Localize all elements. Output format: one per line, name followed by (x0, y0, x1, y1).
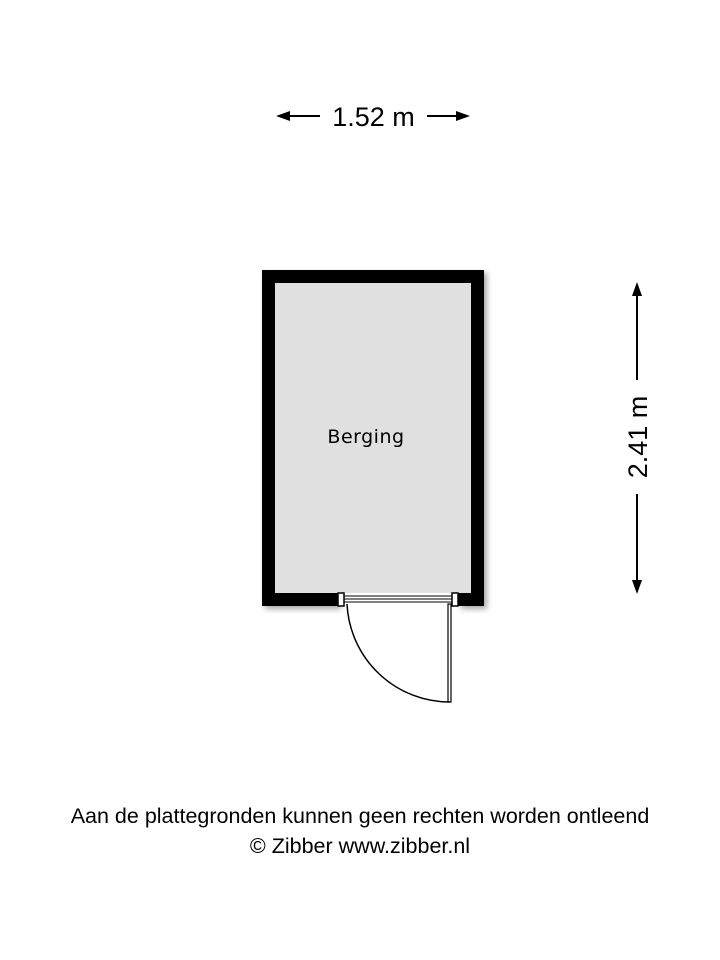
door-frame (338, 593, 458, 606)
room-label: Berging (327, 426, 405, 448)
footer-copyright: © Zibber www.zibber.nl (249, 834, 471, 858)
width-dimension (276, 102, 470, 132)
door-swing-arc (347, 604, 450, 702)
footer-disclaimer: Aan de plattegronden kunnen geen rechten worden ontleend (70, 804, 650, 828)
height-arrow-top-icon (632, 282, 642, 296)
height-dimension (623, 282, 653, 594)
width-dimension-label: 1.52 m (332, 102, 415, 132)
door (347, 604, 451, 702)
height-arrow-bottom-icon (632, 580, 642, 594)
height-dimension-label: 2.41 m (623, 395, 653, 479)
width-arrow-left-icon (276, 111, 290, 121)
width-arrow-right-icon (456, 111, 470, 121)
door-leaf (448, 604, 451, 702)
